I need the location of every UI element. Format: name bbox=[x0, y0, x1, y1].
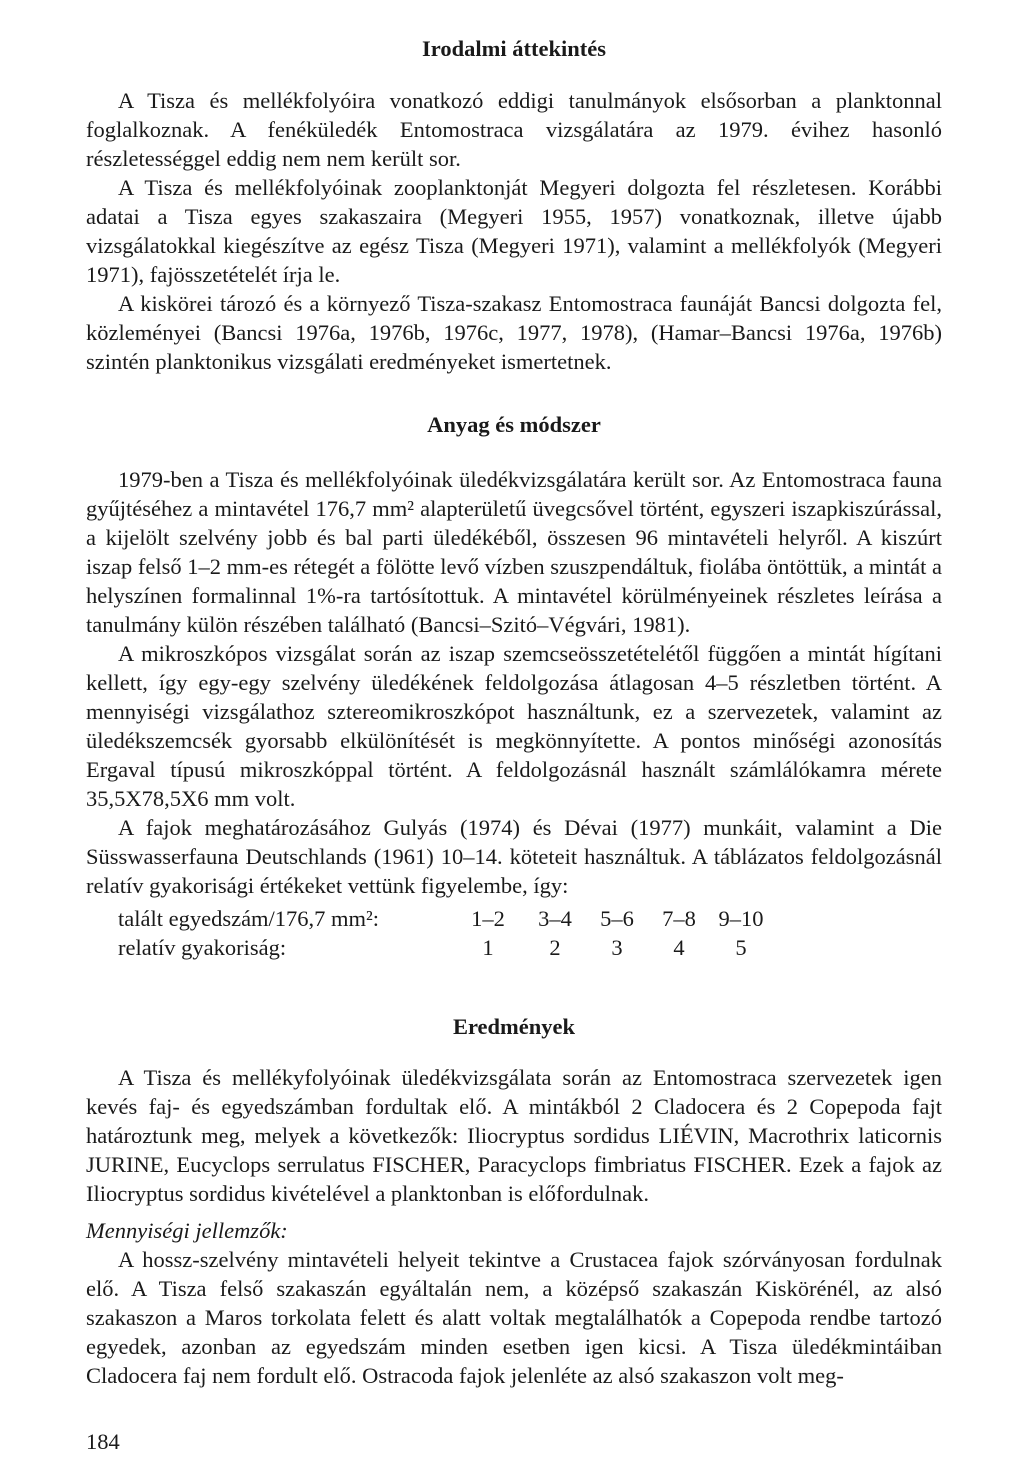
table-cell-label: relatív gyakoriság: bbox=[118, 935, 287, 960]
paragraph: A fajok meghatározásához Gulyás (1974) és Dévai (1977) munkáit, valamint a Die Süsswasserfauna Deutschlands (1961) 10–14. köteteit használtuk. A táblázatos feldolgozásnál relatív gyakorisági értékeket vettünk figyelembe, így: bbox=[86, 815, 942, 898]
table-cell: 2 bbox=[549, 935, 561, 960]
paragraph: A Tisza és mellékyfolyóinak üledékvizsgálata során az Entomostraca szervezetek igen kevés faj- és egyedszámban fordultak elő. A mintákból 2 Cladocera és 2 Copepoda fajt határoztunk meg, melyek a következők: Iliocryptus sordidus LIÉVIN, Macrothrix laticornis JURINE, Eucyclops serrulatus FISCHER, Paracyclops fimbriatus FISCHER. Ezek a fajok az Iliocryptus sordidus kivételével a planktonban is előfordulnak. bbox=[86, 1065, 942, 1206]
section-heading: Eredmények bbox=[452, 1014, 576, 1039]
paragraph: A mikroszkópos vizsgálat során az iszap szemcseösszetételétől függően a mintát hígítani kellett, így egy-egy szelvény üledékének feldolgozása átlagosan 4–5 részletben történt. A mennyiségi vizsgálathoz sztereomikroszkópot használtunk, ez a szervezetek, valamint az üledékszemcsék gyorsabb elkülönítését is megkönnyítette. A pontos minőségi azonosítás Ergaval típusú mikroszkóppal történt. A feldolgozásnál használt számlálókamra mérete 35,5X78,5X6 mm volt. bbox=[86, 641, 942, 811]
section-methods bbox=[86, 410, 942, 962]
table-cell: 9–10 bbox=[718, 906, 764, 931]
table-cell-label: talált egyedszám/176,7 mm²: bbox=[118, 906, 380, 931]
section-literature bbox=[86, 34, 942, 376]
paragraph: A Tisza és mellékfolyóira vonatkozó eddigi tanulmányok elsősorban a planktonnal foglalkoznak. A fenéküledék Entomostraca vizsgálatára az 1979. évihez hasonló részletességgel eddig nem nem került sor. bbox=[86, 88, 942, 171]
section-results bbox=[86, 1012, 942, 1390]
subheading: Mennyiségi jellemzők: bbox=[86, 1218, 288, 1243]
table-cell: 1 bbox=[482, 935, 494, 960]
table-cell: 3 bbox=[611, 935, 623, 960]
table-cell: 1–2 bbox=[471, 906, 505, 931]
table-cell: 5–6 bbox=[600, 906, 634, 931]
frequency-table bbox=[86, 904, 772, 962]
table-row bbox=[86, 904, 772, 933]
paragraph: A hossz-szelvény mintavételi helyeit tekintve a Crustacea fajok szórványosan fordulnak elő. A Tisza felső szakaszán egyáltalán nem, a középső szakaszán Kiskörénél, az alsó szakaszon a Maros torkolata felett és alatt voltak megtalálhatók a Copepoda rendbe tartozó egyedek, azonban az egyedszám minden esetben igen kicsi. A Tisza üledékmintáiban Cladocera faj nem fordult elő. Ostracoda fajok jelenléte az alsó szakaszon volt meg- bbox=[86, 1247, 942, 1388]
page-number: 184 bbox=[86, 1429, 120, 1454]
paragraph: A Tisza és mellékfolyóinak zooplanktonját Megyeri dolgozta fel részletesen. Korábbi adatai a Tisza egyes szakaszaira (Megyeri 1955, 1957) vonatkoznak, illetve újabb vizsgálatokkal kiegészítve az egész Tisza (Megyeri 1971), valamint a mellékfolyók (Megyeri 1971), fajösszetételét írja le. bbox=[86, 175, 942, 287]
table-cell: 5 bbox=[735, 935, 747, 960]
paragraph: 1979-ben a Tisza és mellékfolyóinak üledékvizsgálatára került sor. Az Entomostraca fauna gyűjtéséhez a mintavétel 176,7 mm² alapterületű üvegcsővel történt, egyszeri iszapkiszúrással, a kijelölt szelvény jobb és bal parti üledékéből, összesen 96 mintavételi helyről. A kiszúrt iszap felső 1–2 mm-es rétegét a fölötte levő vízben szuszpendáltuk, fiolába öntöttük, a mintát a helyszínen formalinnal 1%-ra tartósítottuk. A mintavétel körülményeinek részletes leírása a tanulmány külön részében található (Bancsi–Szitó–Végvári, 1981). bbox=[86, 467, 942, 637]
table-cell: 7–8 bbox=[662, 906, 696, 931]
table-row bbox=[86, 933, 772, 962]
section-heading: Irodalmi áttekintés bbox=[422, 36, 606, 61]
paragraph: A kiskörei tározó és a környező Tisza-szakasz Entomostraca faunáját Bancsi dolgozta fel, közleményei (Bancsi 1976a, 1976b, 1976c, 1977, 1978), (Hamar–Bancsi 1976a, 1976b) szintén planktonikus vizsgálati eredményeket ismertetnek. bbox=[86, 291, 942, 374]
section-heading: Anyag és módszer bbox=[427, 412, 601, 437]
table-cell: 3–4 bbox=[538, 906, 572, 931]
table-cell: 4 bbox=[673, 935, 685, 960]
